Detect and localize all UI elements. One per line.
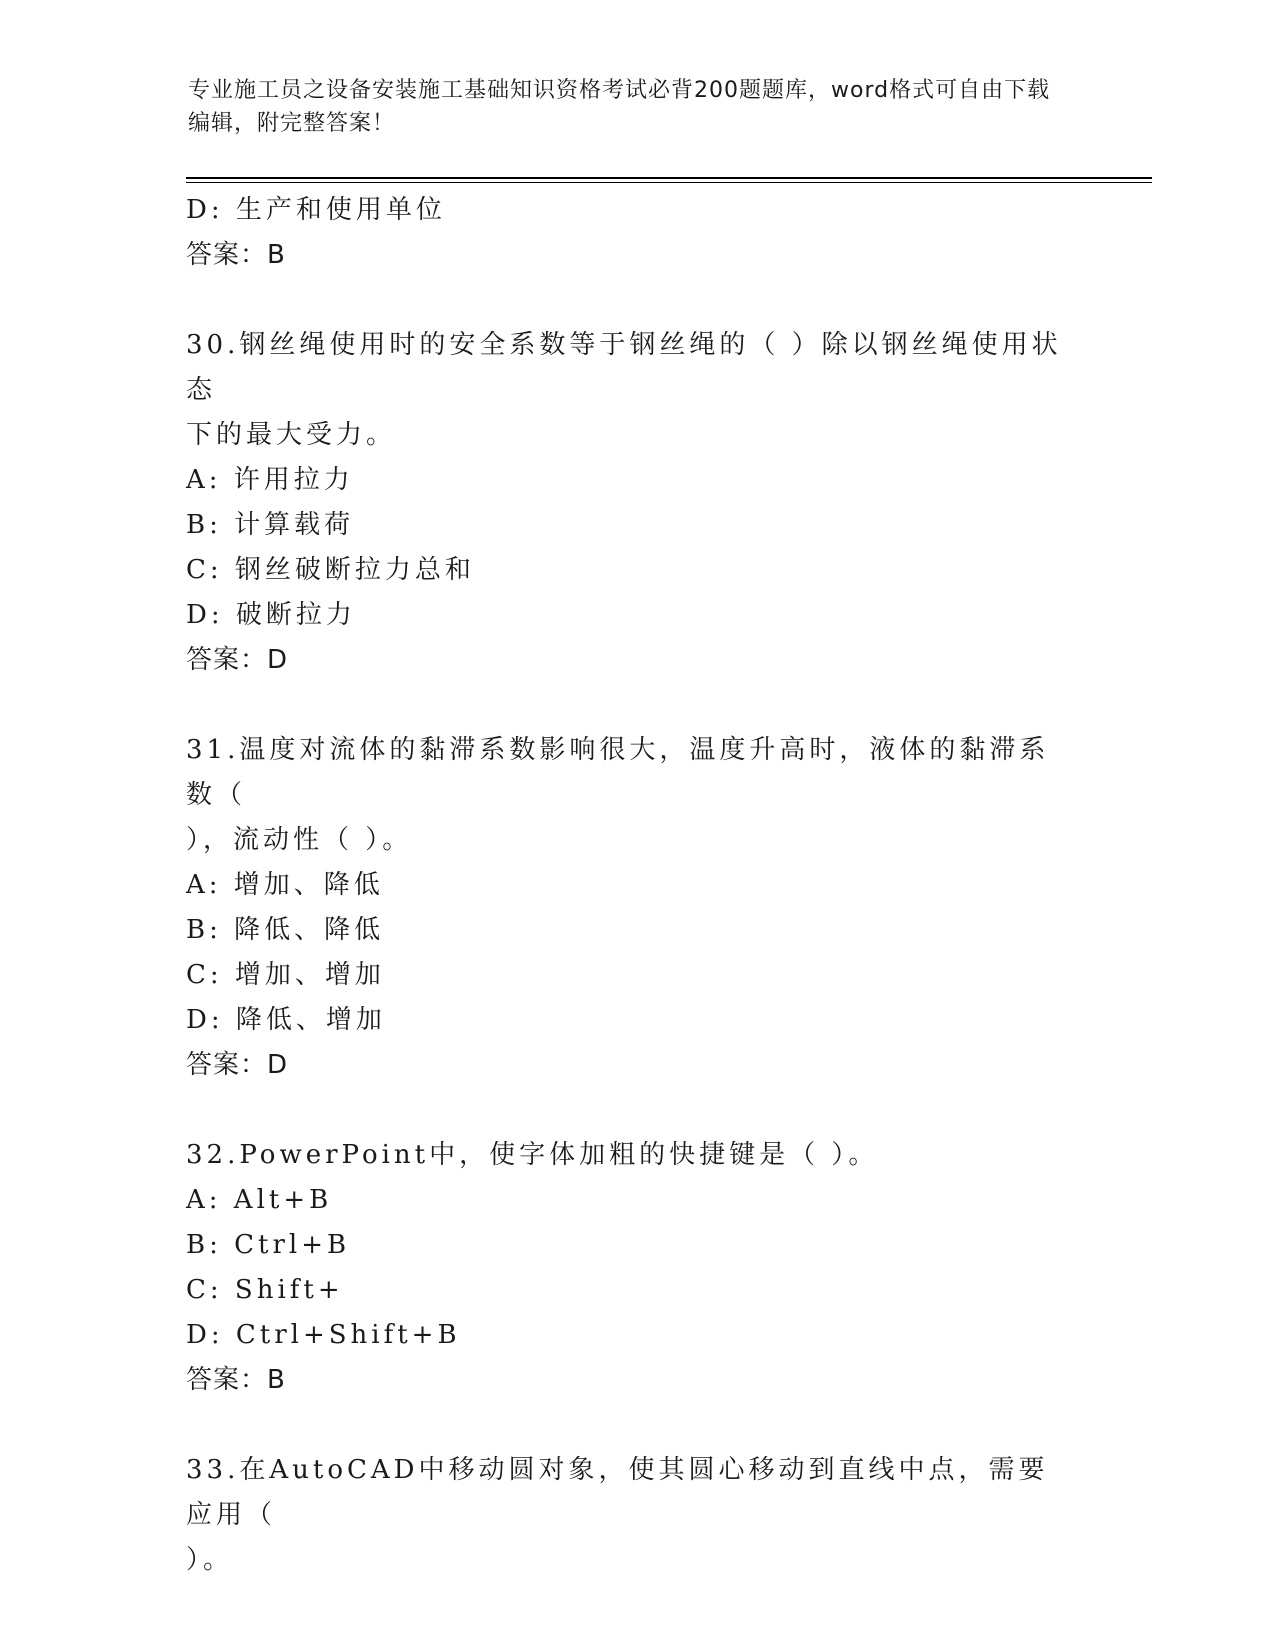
question-31 (186, 728, 1066, 1088)
option-b: B: 计算载荷 (186, 510, 355, 540)
answer: 答案：D (186, 1050, 289, 1080)
question-stem-line: 31.温度对流体的黏滞系数影响很大，温度升高时，液体的黏滞系数（ (186, 735, 1050, 810)
option-d: D: 破断拉力 (186, 600, 356, 630)
option-a: A: 增加、降低 (186, 870, 384, 900)
document-header: 专业施工员之设备安装施工基础知识资格考试必背200题题库，word格式可自由下载编辑，附完整答案！ (188, 78, 1051, 136)
spacer (186, 278, 1066, 323)
answer: 答案：D (186, 645, 289, 675)
option-c: C: 钢丝破断拉力总和 (186, 555, 475, 585)
option-d: D: 生产和使用单位 (186, 195, 446, 225)
question-stem-line: 33.在AutoCAD中移动圆对象，使其圆心移动到直线中点，需要应用（ (186, 1455, 1049, 1530)
question-30 (186, 323, 1066, 683)
spacer (186, 1088, 1066, 1133)
spacer (186, 683, 1066, 728)
option-a: A: Alt+B (186, 1185, 333, 1215)
question-stem-line: 32.PowerPoint中，使字体加粗的快捷键是（ ）。 (186, 1140, 879, 1170)
question-stem-line: ），流动性（ ）。 (186, 825, 413, 855)
header-rule-thin (186, 182, 1152, 183)
option-a: A: 许用拉力 (186, 465, 354, 495)
answer: 答案：B (186, 1365, 286, 1395)
answer: 答案：B (186, 240, 286, 270)
question-stem-line: 下的最大受力。 (186, 420, 397, 450)
option-b: B: Ctrl+B (186, 1230, 351, 1260)
option-c: C: 增加、增加 (186, 960, 385, 990)
option-c: C: Shift+ (186, 1275, 344, 1305)
question-33 (186, 1448, 1066, 1583)
question-list (186, 188, 1066, 1583)
option-d: D: Ctrl+Shift+B (186, 1320, 461, 1350)
spacer (186, 1403, 1066, 1448)
header-rule-thick (186, 177, 1152, 179)
question-32 (186, 1133, 1066, 1403)
question-stem-line: ）。 (186, 1545, 234, 1575)
prev-question (186, 188, 1066, 278)
option-b: B: 降低、降低 (186, 915, 385, 945)
option-d: D: 降低、增加 (186, 1005, 386, 1035)
question-stem-line: 30.钢丝绳使用时的安全系数等于钢丝绳的（ ）除以钢丝绳使用状态 (186, 330, 1062, 405)
